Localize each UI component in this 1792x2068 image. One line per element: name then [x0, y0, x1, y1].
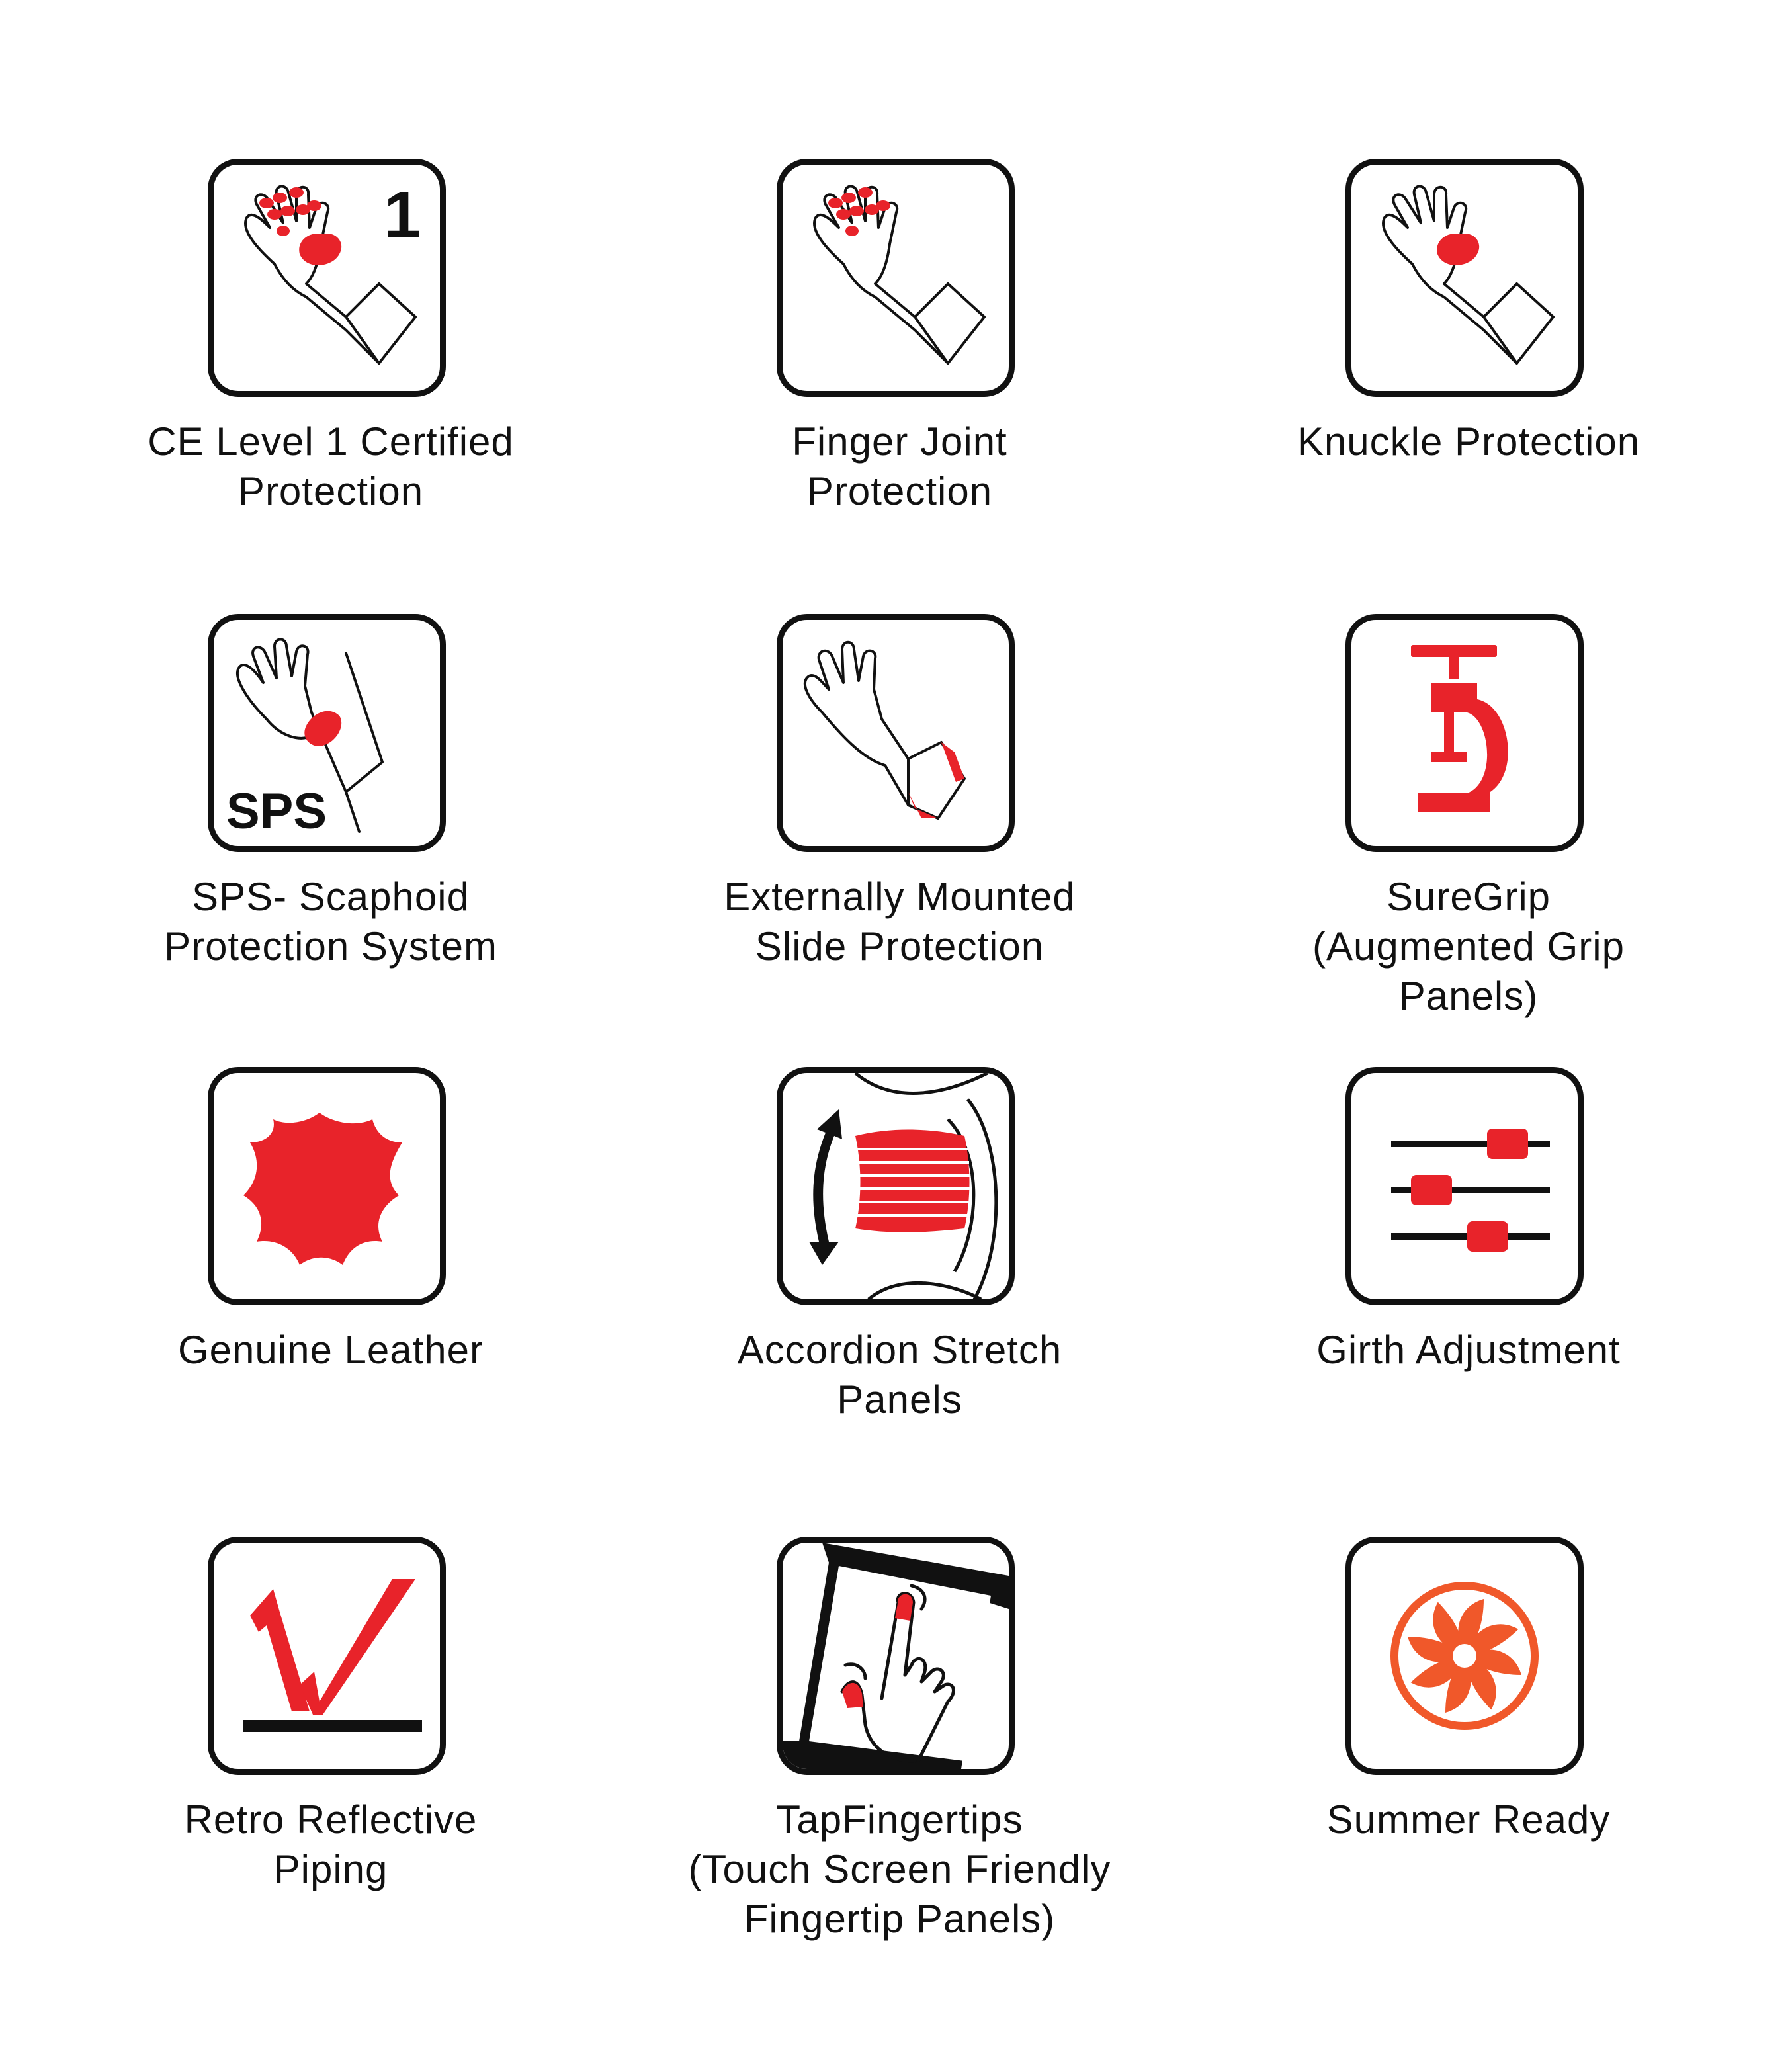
- sps-badge: SPS: [226, 783, 327, 840]
- glove-finger-joint-icon: [783, 165, 1009, 391]
- icon-frame: [1345, 159, 1584, 397]
- glove-slider-icon: [783, 620, 1009, 846]
- clamp-icon: [1351, 620, 1578, 846]
- feature-label: Summer Ready: [1326, 1797, 1611, 1842]
- icon-frame: [777, 159, 1015, 397]
- feature-label: Knuckle Protection: [1297, 419, 1641, 464]
- feature-label: TapFingertips (Touch Screen Friendly Fingertip Panels): [688, 1797, 1111, 1941]
- feature-label: Girth Adjustment: [1316, 1328, 1621, 1372]
- icon-frame: [777, 614, 1015, 852]
- glove-level-1-icon: [214, 165, 440, 391]
- leather-hide-icon: [214, 1073, 440, 1299]
- icon-frame: [1345, 614, 1584, 852]
- icon-frame: [1345, 1067, 1584, 1305]
- icon-frame: [208, 159, 446, 397]
- glove-sps-icon: [214, 620, 440, 846]
- icon-frame: [208, 614, 446, 852]
- glove-knuckle-icon: [1351, 165, 1578, 391]
- reflect-arrow-icon: [214, 1543, 440, 1769]
- icon-frame: [777, 1067, 1015, 1305]
- touch-screen-icon: [783, 1543, 1009, 1769]
- feature-label: SPS- Scaphoid Protection System: [164, 875, 497, 969]
- icon-frame: [208, 1537, 446, 1775]
- feature-label: Genuine Leather: [177, 1328, 484, 1372]
- feature-label: Accordion Stretch Panels: [737, 1328, 1062, 1422]
- icon-frame: [777, 1537, 1015, 1775]
- feature-label: Externally Mounted Slide Protection: [724, 875, 1076, 969]
- feature-label: Finger Joint Protection: [792, 419, 1007, 513]
- sliders-icon: [1351, 1073, 1578, 1299]
- feature-label: CE Level 1 Certified Protection: [148, 419, 514, 513]
- feature-label: SureGrip (Augmented Grip Panels): [1312, 875, 1625, 1018]
- feature-label: Retro Reflective Piping: [184, 1797, 478, 1891]
- level-number: 1: [384, 178, 421, 252]
- icon-frame: [208, 1067, 446, 1305]
- fan-icon: [1351, 1543, 1578, 1769]
- icon-frame: [1345, 1537, 1584, 1775]
- accordion-stretch-icon: [783, 1073, 1009, 1299]
